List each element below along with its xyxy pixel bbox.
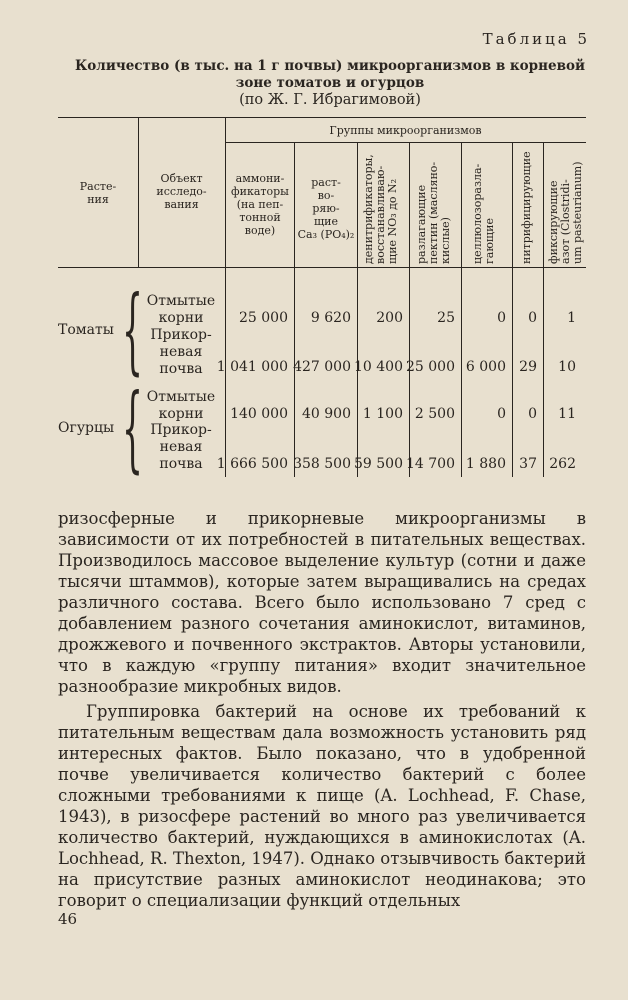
header-object: Объект исследо- вания [156, 172, 207, 211]
table-cell: 200 [376, 310, 403, 326]
table-cell: 11 [558, 406, 576, 422]
table-cell: 0 [528, 310, 537, 326]
caption-author: (по Ж. Г. Ибрагимовой) [239, 92, 421, 108]
header-pectin: разлагающие пектин (масляно- кислые) [415, 161, 452, 264]
header-plant: Расте- ния [79, 180, 117, 206]
col-divider [225, 117, 226, 477]
groups-rule [225, 142, 586, 143]
header-solvents: раст- во- ряю- щие Ca₃ (PO₄)₂ [297, 176, 355, 241]
table-cell: 6 000 [465, 359, 506, 375]
table-cell: 0 [528, 406, 537, 422]
table-cell: 29 [519, 359, 537, 375]
table-cell: 10 400 [354, 359, 403, 375]
header-cellulose: целлюлозоразла- гающие [471, 163, 496, 264]
table-cell: 2 500 [414, 406, 455, 422]
col-divider [409, 142, 410, 477]
plant-label: Томаты [58, 322, 114, 338]
table-cell: 25 000 [239, 310, 288, 326]
table-cell: 1 [567, 310, 576, 326]
caption-line-2: зоне томатов и огурцов [235, 75, 425, 91]
header-nitrogen-fixers: фиксирующие азот (Clostridi- um pasteurianum) [547, 161, 584, 264]
header-nitrifiers: нитрифицирующие [520, 151, 533, 264]
table-cell: 1 041 000 [216, 359, 288, 375]
table-cell: 40 900 [302, 406, 351, 422]
table-cell: 0 [497, 406, 506, 422]
table-cell: 0 [497, 310, 506, 326]
col-divider [512, 142, 513, 477]
table-cell: 14 700 [406, 456, 455, 472]
row-object: Прикор- невая почва [150, 327, 212, 377]
body-text [58, 508, 586, 911]
plant-label: Огурцы [58, 420, 115, 436]
brace: { [122, 276, 143, 385]
brace: { [122, 374, 143, 483]
table-cell: 140 000 [230, 406, 288, 422]
header-denitrifiers: денитрификаторы, восстанавливаю- щие NO₃ до N₂ [362, 154, 399, 264]
header-bottom-rule [58, 267, 586, 268]
table-cell: 1 666 500 [216, 456, 288, 472]
col-divider [461, 142, 462, 477]
table-label: Таблица 5 [482, 30, 590, 48]
table-cell: 10 [558, 359, 576, 375]
table-caption [50, 58, 610, 109]
table-cell: 59 500 [354, 456, 403, 472]
table-cell: 427 000 [293, 359, 351, 375]
row-object: Прикор- невая почва [150, 422, 212, 472]
col-divider [357, 142, 358, 477]
row-object: Отмытые корни [146, 389, 216, 422]
table-cell: 9 620 [310, 310, 351, 326]
table-cell: 262 [549, 456, 576, 472]
paragraph: Группировка бактерий на основе их требований к питательным веществам дала возможность установить ряд интересных фактов. Было показано, что в удобренной почве увеличивается количество бактерий с более сложными требованиями к пище (A. Lochhead, F. Chase, 1943), в ризосфере растений во много раз увеличивается количество бактерий, нуждающихся в аминокислотах (A. Lochhead, R. Thexton, 1947). Однако отзывчивость бактерий на присутствие разных аминокислот неодинакова; это говорит о специализации функций отдельных [58, 702, 587, 910]
table-cell: 1 100 [362, 406, 403, 422]
paragraph: ризосферные и прикорневые микроорганизмы в зависимости от их потребностей в питательных веществах. Производилось массовое выделение культур (сотни и даже тысячи штаммов), которые затем выращивались на средах различного состава. Всего было использовано 7 сред с добавлением разного сочетания аминокислот, витаминов, дрожжевого и почвенного экстрактов. Авторы установили, что в каждую «группу питания» входит значительное разнообразие микробных видов. [58, 509, 586, 696]
table-cell: 37 [519, 456, 537, 472]
caption-line-1: Количество (в тыс. на 1 г почвы) микроорганизмов в корневой [75, 58, 585, 74]
page-number: 46 [58, 910, 78, 928]
table-cell: 358 500 [293, 456, 351, 472]
table-cell: 25 000 [406, 359, 455, 375]
header-ammonifiers: аммони- фикаторы (на пеп- тонной воде) [231, 172, 289, 237]
header-groups: Группы микроорганизмов [329, 124, 482, 137]
row-object: Отмытые корни [146, 293, 216, 326]
table-cell: 1 880 [465, 456, 506, 472]
col-divider [543, 142, 544, 477]
table-cell: 25 [437, 310, 455, 326]
